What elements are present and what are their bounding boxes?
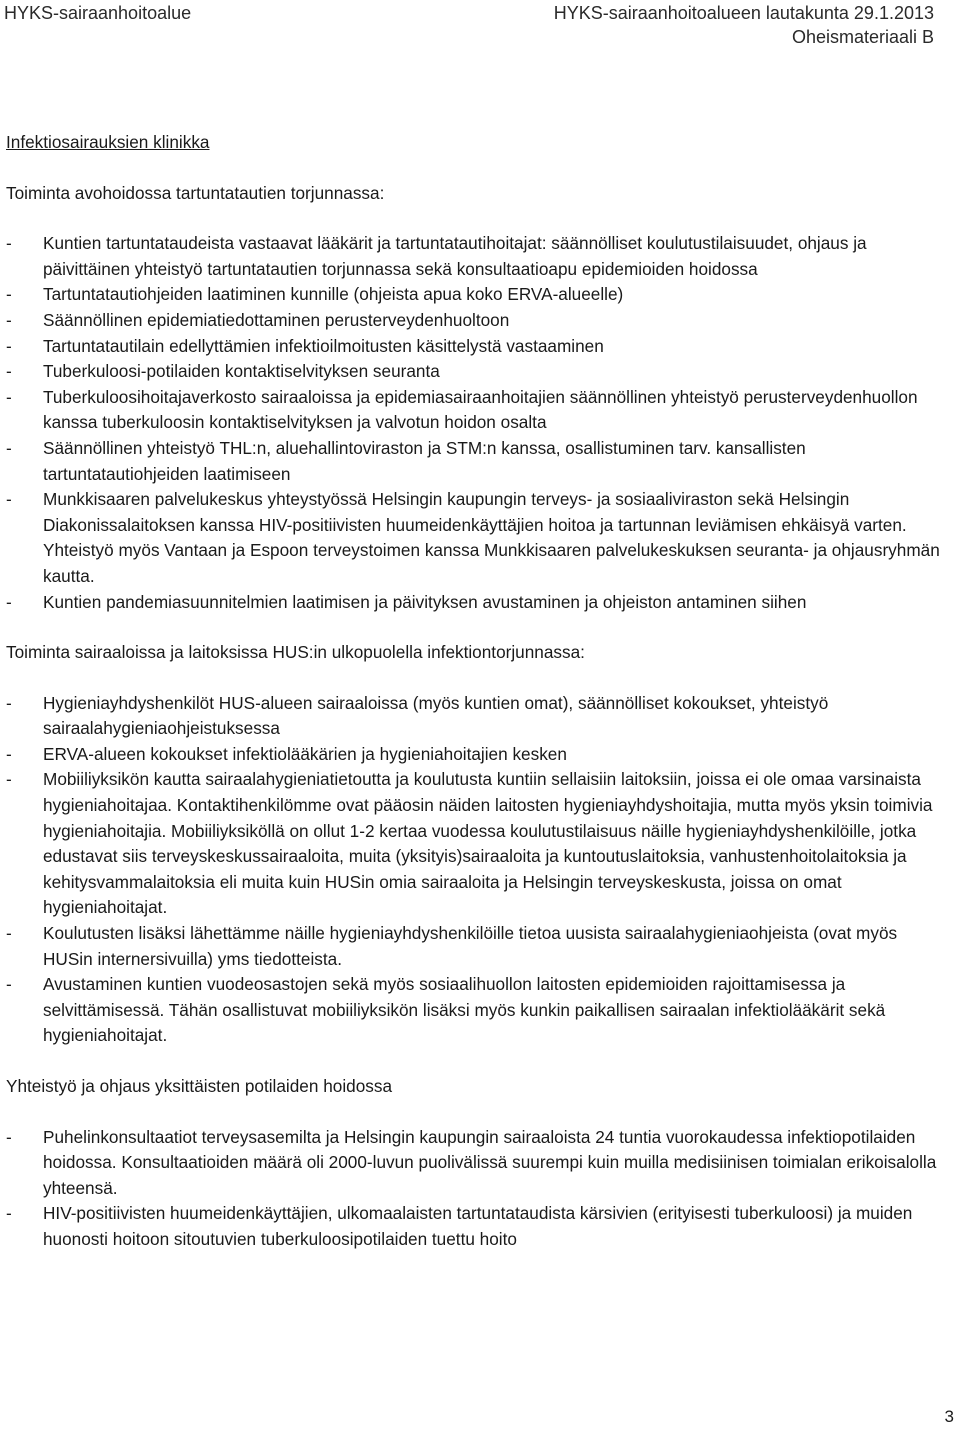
list-item — [6, 334, 950, 360]
list-dash: - — [6, 335, 12, 356]
list-item — [6, 921, 950, 972]
document-body — [6, 130, 950, 1253]
section-title: Yhteistyö ja ohjaus yksittäisten potilaiden hoidossa — [6, 1076, 392, 1096]
list-item-text: Kuntien pandemiasuunnitelmien laatimisen ja päivityksen avustaminen ja ohjeiston antaminen siihen — [43, 591, 807, 612]
list-dash: - — [6, 1126, 12, 1147]
list-item — [6, 767, 950, 921]
section-individual-patients — [6, 1074, 950, 1253]
list-item-text: Tuberkuloosi-potilaiden kontaktiselvityksen seuranta — [43, 361, 440, 382]
list-dash: - — [6, 769, 12, 790]
list-dash: - — [6, 437, 12, 458]
list-item — [6, 1201, 950, 1252]
list-item — [6, 1125, 950, 1202]
list-item — [6, 590, 950, 616]
header-organization: HYKS-sairaanhoitoalue — [4, 3, 192, 23]
list-dash: - — [6, 743, 12, 764]
list-dash: - — [6, 1203, 12, 1224]
list-item — [6, 359, 950, 385]
list-item-text: Tartuntatautilain edellyttämien infektioilmoitusten käsittelystä vastaaminen — [43, 335, 604, 356]
list-dash: - — [6, 386, 12, 407]
bullet-list — [6, 1125, 950, 1253]
list-dash: - — [6, 923, 12, 944]
list-item — [6, 972, 950, 1049]
list-dash: - — [6, 489, 12, 510]
section-title: Toiminta sairaaloissa ja laitoksissa HUS:in ulkopuolella infektiontorjunnassa: — [6, 642, 585, 663]
list-item-text: Tuberkuloosihoitajaverkosto sairaaloissa ja epidemiasairaanhoitajien säännöllinen yhteistyö perusterveydenhuollon kanssa tuberkuloosin kontaktiselvityksen ja valvotun hoidon osalta — [43, 386, 918, 433]
section-hospitals — [6, 640, 950, 1049]
list-item-text: Säännöllinen yhteistyö THL:n, aluehallintoviraston ja STM:n kanssa, osallistuminen tarv. kansallisten tartuntatautiohjeiden laatimiseen — [43, 437, 806, 484]
list-item — [6, 487, 950, 589]
list-dash: - — [6, 692, 12, 713]
list-dash: - — [6, 974, 12, 995]
list-dash: - — [6, 233, 12, 254]
list-dash: - — [6, 591, 12, 612]
clinic-title: Infektiosairauksien klinikka — [6, 132, 210, 152]
list-item-text: Koulutusten lisäksi lähettämme näille hygieniayhdyshenkilöille tietoa uusista sairaalahygieniaohjeista (ovat myös HUSin internersivuilla) yms tiedotteista. — [43, 923, 898, 969]
section-title: Toiminta avohoidossa tartuntatautien torjunnassa: — [6, 182, 385, 203]
list-item-text: Hygieniayhdyshenkilöt HUS-alueen sairaaloissa (myös kuntien omat), säännölliset kokoukset, yhteistyö sairaalahygieniaohjeistuksessa — [43, 692, 829, 739]
list-item-text: Munkkisaaren palvelukeskus yhteystyössä Helsingin kaupungin terveys- ja sosiaaliviraston sekä Helsingin Diakonissalaitoksen kanssa HIV-positiivisten huumeidenkäyttäjien hoitoa ja tartunnan leviämisen ehkäisyä varten. Yhteistyö myös Vantaan ja Espoon terveystoimen kanssa Munkkisaaren palvelukeskuksen seuranta- ja ohjausryhmän kautta. — [43, 489, 940, 586]
list-item-text: Säännöllinen epidemiatiedottaminen perusterveydenhuoltoon — [43, 309, 510, 330]
list-item-text: HIV-positiivisten huumeidenkäyttäjien, ulkomaalaisten tartuntataudista kärsivien (erityisesti tuberkuloosi) ja muiden huonosti hoitoon sitoutuvien tuberkuloosipotilaiden tuettu hoito — [43, 1203, 913, 1249]
list-item — [6, 436, 950, 487]
list-dash: - — [6, 284, 12, 305]
list-item — [6, 282, 950, 308]
list-item-text: ERVA-alueen kokoukset infektiolääkärien ja hygieniahoitajien kesken — [43, 743, 567, 764]
bullet-list — [6, 231, 950, 615]
list-item — [6, 231, 950, 282]
header-committee-date: HYKS-sairaanhoitoalueen lautakunta 29.1.2013 — [553, 3, 934, 23]
bullet-list — [6, 691, 950, 1049]
list-item — [6, 308, 950, 334]
list-item-text: Avustaminen kuntien vuodeosastojen sekä myös sosiaalihuollon laitosten epidemioiden rajoittamisessa ja selvittämisessä. Tähän osallistuvat mobiiliyksikön lisäksi myös kunkin paikallisen sairaalan infektiolääkärit sekä hygieniahoitajat. — [43, 974, 886, 1046]
list-item-text: Kuntien tartuntataudeista vastaavat lääkärit ja tartuntatautihoitajat: säännölliset koulutustilaisuudet, ohjaus ja päivittäinen yhteistyö tartuntatautien torjunnassa sekä konsultaatioapu epidemioiden hoidossa — [43, 233, 867, 279]
section-outpatient — [6, 181, 950, 616]
list-item — [6, 385, 950, 436]
list-dash: - — [6, 309, 12, 330]
list-item — [6, 742, 950, 768]
list-item — [6, 691, 950, 742]
page-number: 3 — [944, 1407, 954, 1427]
list-item-text: Puhelinkonsultaatiot terveysasemilta ja Helsingin kaupungin sairaaloista 24 tuntia vuorokaudessa infektiopotilaiden hoidossa. Konsultaatioiden määrä oli 2000-luvun puolivälissä suurempi kuin muilla medisiinisen toimialan erikoisalolla yhteensä. — [43, 1126, 937, 1198]
list-item-text: Mobiiliyksikön kautta sairaalahygieniatietoutta ja koulutusta kuntiin sellaisiin laitoksiin, joissa ei ole omaa varsinaista hygieniahoitajaa. Kontaktihenkilömme ovat pääosin näiden laitosten hygieniayhdyshoitajia, mutta myös yksin toimivia hygieniahoitajia. Mobiiliyksiköllä on ollut 1-2 kertaa vuodessa koulutustilaisuus näille hygieniayhdyshenkilöille, jotka edustavat siis terveyskeskussairaaloita, muita (yksityis)sairaaloita ja kuntoutuslaitoksia, vanhustenhoitolaitoksia ja kehitysvammalaitoksia eli muita kuin HUSin omia sairaaloita ja Helsingin terveyskeskusta, joissa on omat hygieniahoitajat. — [43, 769, 933, 918]
list-dash: - — [6, 361, 12, 382]
header-attachment-label: Oheismateriaali B — [791, 27, 934, 47]
list-item-text: Tartuntatautiohjeiden laatiminen kunnille (ohjeista apua koko ERVA-alueelle) — [43, 284, 624, 305]
